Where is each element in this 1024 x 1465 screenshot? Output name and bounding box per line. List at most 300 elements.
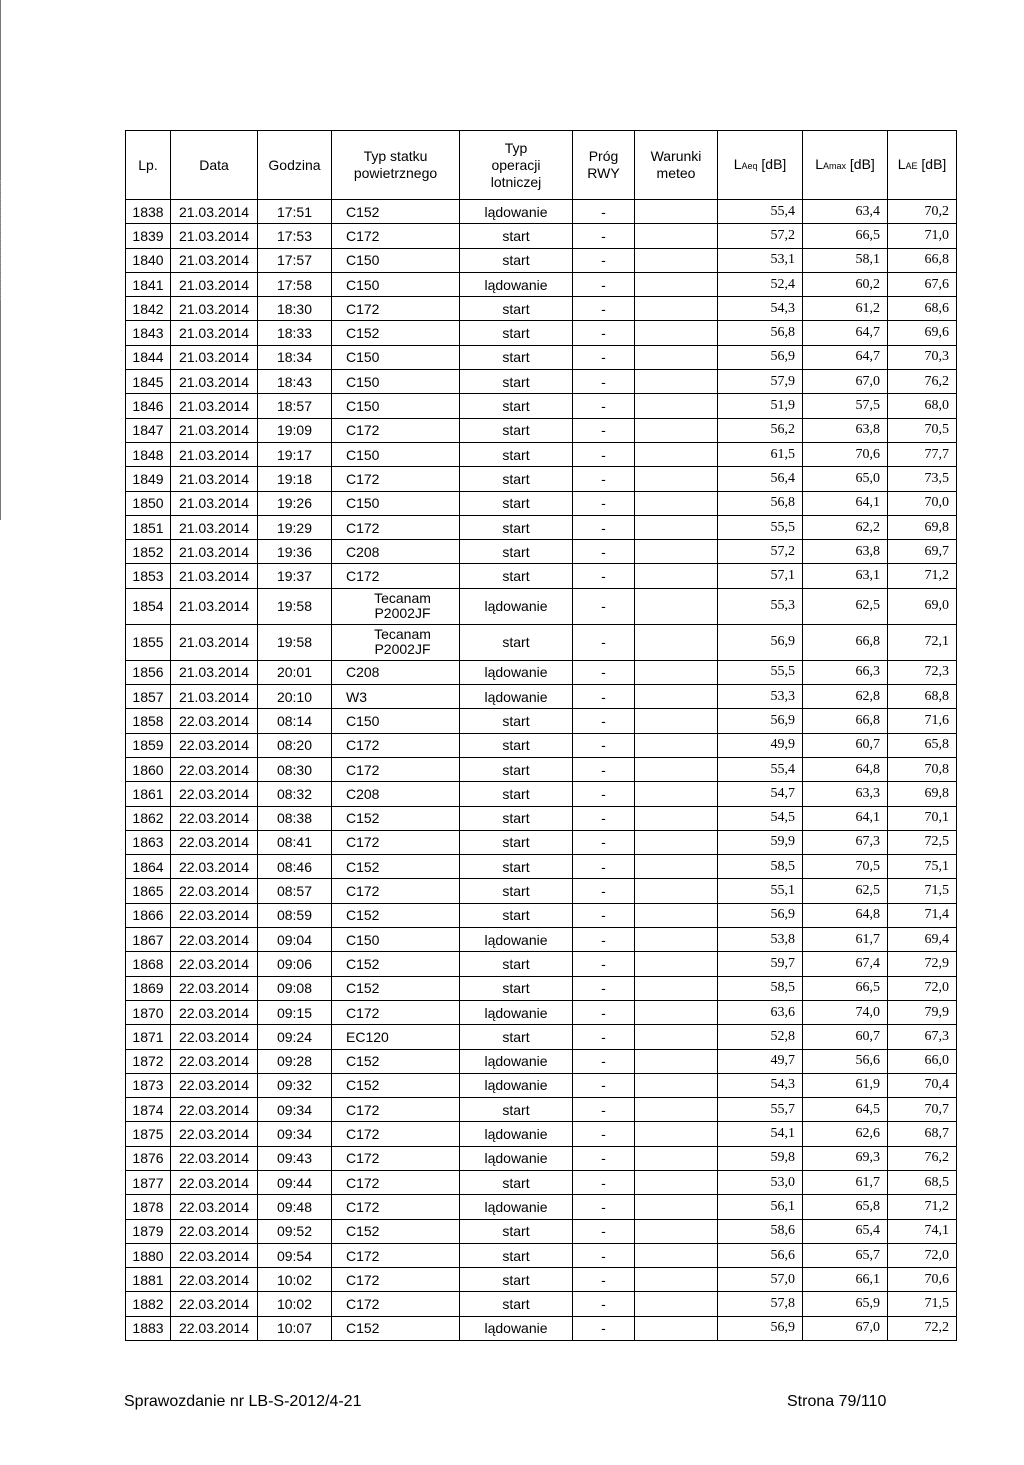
row-aircraft-type: C150: [332, 248, 460, 272]
row-lae: 66,0: [888, 1049, 957, 1073]
row-time: 09:08: [258, 976, 332, 1000]
row-operation-type: start: [460, 624, 573, 660]
row-laeq: 63,6: [718, 1000, 803, 1024]
table-row: [126, 928, 957, 952]
row-time: 10:07: [258, 1316, 332, 1340]
row-lp: 1850: [126, 491, 171, 515]
row-weather: [635, 1243, 718, 1267]
row-operation-type: lądowanie: [460, 1049, 573, 1073]
row-operation-type: start: [460, 540, 573, 564]
row-time: 18:33: [258, 321, 332, 345]
row-time: 09:28: [258, 1049, 332, 1073]
row-lp: 1843: [126, 321, 171, 345]
row-lamax: 65,9: [803, 1292, 888, 1316]
row-laeq: 54,3: [718, 297, 803, 321]
row-time: 19:37: [258, 564, 332, 588]
page-number: Strona 79/110: [787, 1393, 887, 1410]
row-aircraft-type: C172: [332, 1268, 460, 1292]
row-aircraft-type: C150: [332, 345, 460, 369]
row-lp: 1858: [126, 709, 171, 733]
row-time: 08:46: [258, 855, 332, 879]
table-row: [126, 467, 957, 491]
row-rwy: -: [573, 1243, 635, 1267]
row-date: 21.03.2014: [171, 321, 258, 345]
row-time: 10:02: [258, 1292, 332, 1316]
row-rwy: -: [573, 370, 635, 394]
row-rwy: -: [573, 248, 635, 272]
row-lae: 72,0: [888, 976, 957, 1000]
row-laeq: 59,9: [718, 830, 803, 854]
table-row: [126, 1243, 957, 1267]
row-weather: [635, 1098, 718, 1122]
row-operation-type: start: [460, 952, 573, 976]
row-time: 18:34: [258, 345, 332, 369]
row-aircraft-type: C172: [332, 564, 460, 588]
row-weather: [635, 1292, 718, 1316]
row-laeq: 56,1: [718, 1195, 803, 1219]
row-aircraft-type: C172: [332, 1000, 460, 1024]
table-row: [126, 1268, 957, 1292]
row-laeq: 54,5: [718, 806, 803, 830]
row-time: 09:48: [258, 1195, 332, 1219]
row-date: 22.03.2014: [171, 928, 258, 952]
row-rwy: -: [573, 1000, 635, 1024]
row-laeq: 53,8: [718, 928, 803, 952]
row-weather: [635, 540, 718, 564]
row-weather: [635, 976, 718, 1000]
row-lp: 1880: [126, 1243, 171, 1267]
row-date: 22.03.2014: [171, 1170, 258, 1194]
row-rwy: -: [573, 1098, 635, 1122]
row-lp: 1856: [126, 660, 171, 684]
flight-noise-table: [125, 130, 957, 1341]
row-operation-type: start: [460, 442, 573, 466]
row-date: 21.03.2014: [171, 248, 258, 272]
row-date: 22.03.2014: [171, 1219, 258, 1243]
row-aircraft-type: C172: [332, 418, 460, 442]
row-weather: [635, 855, 718, 879]
row-time: 18:57: [258, 394, 332, 418]
row-lamax: 65,8: [803, 1195, 888, 1219]
row-time: 18:43: [258, 370, 332, 394]
row-laeq: 54,3: [718, 1073, 803, 1097]
row-lamax: 66,5: [803, 976, 888, 1000]
row-lp: 1852: [126, 540, 171, 564]
row-lamax: 61,7: [803, 928, 888, 952]
row-lp: 1872: [126, 1049, 171, 1073]
row-rwy: -: [573, 418, 635, 442]
row-operation-type: lądowanie: [460, 660, 573, 684]
row-laeq: 57,8: [718, 1292, 803, 1316]
row-lae: 69,0: [888, 588, 957, 624]
table-row: [126, 806, 957, 830]
row-rwy: -: [573, 515, 635, 539]
row-date: 22.03.2014: [171, 1073, 258, 1097]
row-rwy: -: [573, 1146, 635, 1170]
row-laeq: 55,5: [718, 660, 803, 684]
row-lae: 69,8: [888, 782, 957, 806]
row-lp: 1861: [126, 782, 171, 806]
row-lae: 70,0: [888, 491, 957, 515]
row-date: 22.03.2014: [171, 830, 258, 854]
row-date: 22.03.2014: [171, 782, 258, 806]
row-time: 09:43: [258, 1146, 332, 1170]
row-lae: 74,1: [888, 1219, 957, 1243]
row-lamax: 70,6: [803, 442, 888, 466]
table-row: [126, 1025, 957, 1049]
row-date: 22.03.2014: [171, 757, 258, 781]
table-row: [126, 1073, 957, 1097]
row-laeq: 56,8: [718, 491, 803, 515]
row-weather: [635, 757, 718, 781]
row-weather: [635, 564, 718, 588]
row-date: 21.03.2014: [171, 685, 258, 709]
row-operation-type: lądowanie: [460, 1073, 573, 1097]
table-row: [126, 442, 957, 466]
row-lae: 68,5: [888, 1170, 957, 1194]
row-lp: 1848: [126, 442, 171, 466]
row-laeq: 57,9: [718, 370, 803, 394]
row-rwy: -: [573, 782, 635, 806]
row-lae: 71,4: [888, 903, 957, 927]
row-date: 21.03.2014: [171, 345, 258, 369]
row-operation-type: start: [460, 394, 573, 418]
row-laeq: 55,5: [718, 515, 803, 539]
row-laeq: 55,7: [718, 1098, 803, 1122]
row-operation-type: lądowanie: [460, 1146, 573, 1170]
row-time: 09:04: [258, 928, 332, 952]
header-operation-type: Typ operacji lotniczej: [460, 131, 573, 200]
row-rwy: -: [573, 1073, 635, 1097]
row-date: 22.03.2014: [171, 733, 258, 757]
row-lae: 70,1: [888, 806, 957, 830]
row-laeq: 53,3: [718, 685, 803, 709]
row-rwy: -: [573, 757, 635, 781]
row-date: 22.03.2014: [171, 879, 258, 903]
row-lae: 76,2: [888, 370, 957, 394]
row-operation-type: lądowanie: [460, 1122, 573, 1146]
row-laeq: 55,1: [718, 879, 803, 903]
table-row: [126, 660, 957, 684]
row-rwy: -: [573, 1195, 635, 1219]
row-laeq: 58,5: [718, 855, 803, 879]
row-time: 08:30: [258, 757, 332, 781]
row-weather: [635, 1073, 718, 1097]
row-rwy: -: [573, 903, 635, 927]
row-time: 08:38: [258, 806, 332, 830]
row-weather: [635, 1268, 718, 1292]
row-operation-type: start: [460, 1243, 573, 1267]
row-time: 19:58: [258, 588, 332, 624]
row-date: 22.03.2014: [171, 903, 258, 927]
row-date: 21.03.2014: [171, 418, 258, 442]
row-laeq: 51,9: [718, 394, 803, 418]
row-lamax: 61,2: [803, 297, 888, 321]
row-lamax: 66,8: [803, 709, 888, 733]
row-date: 22.03.2014: [171, 1122, 258, 1146]
row-lamax: 67,3: [803, 830, 888, 854]
row-rwy: -: [573, 952, 635, 976]
row-weather: [635, 830, 718, 854]
header-rwy: Próg RWY: [573, 131, 635, 200]
row-lp: 1853: [126, 564, 171, 588]
row-laeq: 55,4: [718, 200, 803, 224]
row-operation-type: start: [460, 467, 573, 491]
row-operation-type: start: [460, 1098, 573, 1122]
row-laeq: 57,2: [718, 224, 803, 248]
table-row: [126, 224, 957, 248]
row-lae: 69,4: [888, 928, 957, 952]
row-laeq: 56,2: [718, 418, 803, 442]
row-laeq: 57,2: [718, 540, 803, 564]
row-rwy: -: [573, 855, 635, 879]
row-lp: 1860: [126, 757, 171, 781]
row-lae: 65,8: [888, 733, 957, 757]
row-lp: 1868: [126, 952, 171, 976]
row-operation-type: start: [460, 733, 573, 757]
row-lamax: 69,3: [803, 1146, 888, 1170]
row-time: 09:32: [258, 1073, 332, 1097]
row-lae: 70,6: [888, 1268, 957, 1292]
row-laeq: 56,9: [718, 1316, 803, 1340]
row-lp: 1882: [126, 1292, 171, 1316]
row-date: 21.03.2014: [171, 370, 258, 394]
row-lamax: 62,5: [803, 588, 888, 624]
row-laeq: 56,4: [718, 467, 803, 491]
row-laeq: 58,6: [718, 1219, 803, 1243]
row-rwy: -: [573, 733, 635, 757]
row-aircraft-type: C150: [332, 272, 460, 296]
row-lp: 1870: [126, 1000, 171, 1024]
row-weather: [635, 272, 718, 296]
row-lp: 1847: [126, 418, 171, 442]
table-row: [126, 879, 957, 903]
row-lamax: 63,1: [803, 564, 888, 588]
row-lamax: 63,8: [803, 418, 888, 442]
row-lp: 1871: [126, 1025, 171, 1049]
row-lae: 71,6: [888, 709, 957, 733]
row-rwy: -: [573, 660, 635, 684]
row-lae: 68,6: [888, 297, 957, 321]
row-aircraft-type: C152: [332, 1049, 460, 1073]
row-rwy: -: [573, 200, 635, 224]
row-weather: [635, 297, 718, 321]
row-date: 22.03.2014: [171, 1098, 258, 1122]
table-row: [126, 200, 957, 224]
row-aircraft-type: C172: [332, 879, 460, 903]
header-date: Data: [171, 131, 258, 200]
row-laeq: 54,1: [718, 1122, 803, 1146]
table-row: [126, 588, 957, 624]
row-lamax: 62,6: [803, 1122, 888, 1146]
row-time: 17:51: [258, 200, 332, 224]
table-row: [126, 1219, 957, 1243]
row-aircraft-type: C172: [332, 515, 460, 539]
row-rwy: -: [573, 1122, 635, 1146]
row-lp: 1851: [126, 515, 171, 539]
row-date: 21.03.2014: [171, 200, 258, 224]
row-lp: 1863: [126, 830, 171, 854]
header-aircraft-type: Typ statku powietrznego: [332, 131, 460, 200]
row-lamax: 64,8: [803, 757, 888, 781]
row-date: 21.03.2014: [171, 564, 258, 588]
row-aircraft-type: C208: [332, 540, 460, 564]
row-weather: [635, 879, 718, 903]
row-lp: 1867: [126, 928, 171, 952]
row-operation-type: start: [460, 515, 573, 539]
table-row: [126, 1170, 957, 1194]
row-lamax: 67,0: [803, 1316, 888, 1340]
table-row: [126, 564, 957, 588]
row-weather: [635, 321, 718, 345]
row-operation-type: start: [460, 1268, 573, 1292]
row-operation-type: start: [460, 806, 573, 830]
row-lae: 68,7: [888, 1122, 957, 1146]
row-operation-type: start: [460, 321, 573, 345]
row-lamax: 74,0: [803, 1000, 888, 1024]
table-row: [126, 709, 957, 733]
row-aircraft-type: C208: [332, 660, 460, 684]
row-date: 22.03.2014: [171, 855, 258, 879]
row-lae: 71,2: [888, 564, 957, 588]
row-lamax: 65,0: [803, 467, 888, 491]
table-row: [126, 297, 957, 321]
row-weather: [635, 1049, 718, 1073]
row-weather: [635, 442, 718, 466]
row-lp: 1854: [126, 588, 171, 624]
header-lae: LAE [dB]: [888, 131, 957, 200]
table-row: [126, 1146, 957, 1170]
row-date: 22.03.2014: [171, 1025, 258, 1049]
row-lae: 72,9: [888, 952, 957, 976]
row-lae: 71,0: [888, 224, 957, 248]
row-date: 21.03.2014: [171, 491, 258, 515]
row-lp: 1873: [126, 1073, 171, 1097]
row-operation-type: start: [460, 1219, 573, 1243]
row-lp: 1869: [126, 976, 171, 1000]
row-aircraft-type: C172: [332, 1292, 460, 1316]
row-laeq: 56,8: [718, 321, 803, 345]
row-rwy: -: [573, 1219, 635, 1243]
row-operation-type: start: [460, 757, 573, 781]
row-aircraft-type: C150: [332, 928, 460, 952]
row-aircraft-type: Tecanam P2002JF: [332, 588, 460, 624]
row-rwy: -: [573, 467, 635, 491]
row-lp: 1849: [126, 467, 171, 491]
row-rwy: -: [573, 928, 635, 952]
row-weather: [635, 733, 718, 757]
header-lamax: LAmax [dB]: [803, 131, 888, 200]
row-rwy: -: [573, 685, 635, 709]
row-lamax: 60,7: [803, 1025, 888, 1049]
row-rwy: -: [573, 588, 635, 624]
row-time: 08:59: [258, 903, 332, 927]
row-date: 22.03.2014: [171, 806, 258, 830]
row-rwy: -: [573, 1292, 635, 1316]
row-lamax: 60,7: [803, 733, 888, 757]
table-row: [126, 515, 957, 539]
row-aircraft-type: EC120: [332, 1025, 460, 1049]
row-time: 19:17: [258, 442, 332, 466]
row-date: 21.03.2014: [171, 515, 258, 539]
table-row: [126, 272, 957, 296]
row-aircraft-type: C150: [332, 442, 460, 466]
row-laeq: 53,0: [718, 1170, 803, 1194]
row-time: 19:36: [258, 540, 332, 564]
row-lp: 1874: [126, 1098, 171, 1122]
row-aircraft-type: C172: [332, 733, 460, 757]
row-rwy: -: [573, 1268, 635, 1292]
row-lp: 1865: [126, 879, 171, 903]
row-laeq: 57,1: [718, 564, 803, 588]
row-date: 21.03.2014: [171, 467, 258, 491]
row-operation-type: start: [460, 782, 573, 806]
row-operation-type: lądowanie: [460, 1195, 573, 1219]
row-operation-type: start: [460, 297, 573, 321]
row-aircraft-type: C172: [332, 1098, 460, 1122]
row-operation-type: lądowanie: [460, 685, 573, 709]
row-lamax: 61,7: [803, 1170, 888, 1194]
row-rwy: -: [573, 540, 635, 564]
table-row: [126, 855, 957, 879]
row-weather: [635, 1219, 718, 1243]
table-row: [126, 345, 957, 369]
row-operation-type: lądowanie: [460, 200, 573, 224]
row-weather: [635, 903, 718, 927]
row-aircraft-type: W3: [332, 685, 460, 709]
row-lp: 1842: [126, 297, 171, 321]
row-aircraft-type: C172: [332, 830, 460, 854]
row-aircraft-type: C152: [332, 976, 460, 1000]
row-date: 22.03.2014: [171, 1243, 258, 1267]
table-row: [126, 1195, 957, 1219]
row-lamax: 60,2: [803, 272, 888, 296]
row-lp: 1857: [126, 685, 171, 709]
row-date: 22.03.2014: [171, 952, 258, 976]
row-lae: 70,3: [888, 345, 957, 369]
row-lamax: 62,8: [803, 685, 888, 709]
row-lp: 1840: [126, 248, 171, 272]
row-weather: [635, 1195, 718, 1219]
table-row: [126, 1292, 957, 1316]
row-lp: 1846: [126, 394, 171, 418]
row-operation-type: start: [460, 1292, 573, 1316]
row-lamax: 63,4: [803, 200, 888, 224]
table-row: [126, 1316, 957, 1340]
row-lp: 1838: [126, 200, 171, 224]
row-weather: [635, 660, 718, 684]
row-lae: 68,8: [888, 685, 957, 709]
row-lamax: 66,8: [803, 624, 888, 660]
row-rwy: -: [573, 272, 635, 296]
row-time: 19:58: [258, 624, 332, 660]
table-row: [126, 394, 957, 418]
table-row: [126, 624, 957, 660]
row-weather: [635, 1146, 718, 1170]
row-laeq: 56,9: [718, 709, 803, 733]
row-weather: [635, 928, 718, 952]
row-lae: 75,1: [888, 855, 957, 879]
row-rwy: -: [573, 624, 635, 660]
row-lae: 66,8: [888, 248, 957, 272]
table-row: [126, 321, 957, 345]
row-time: 19:26: [258, 491, 332, 515]
row-lae: 70,4: [888, 1073, 957, 1097]
row-lp: 1841: [126, 272, 171, 296]
row-aircraft-type: C172: [332, 1195, 460, 1219]
row-weather: [635, 370, 718, 394]
row-lp: 1879: [126, 1219, 171, 1243]
